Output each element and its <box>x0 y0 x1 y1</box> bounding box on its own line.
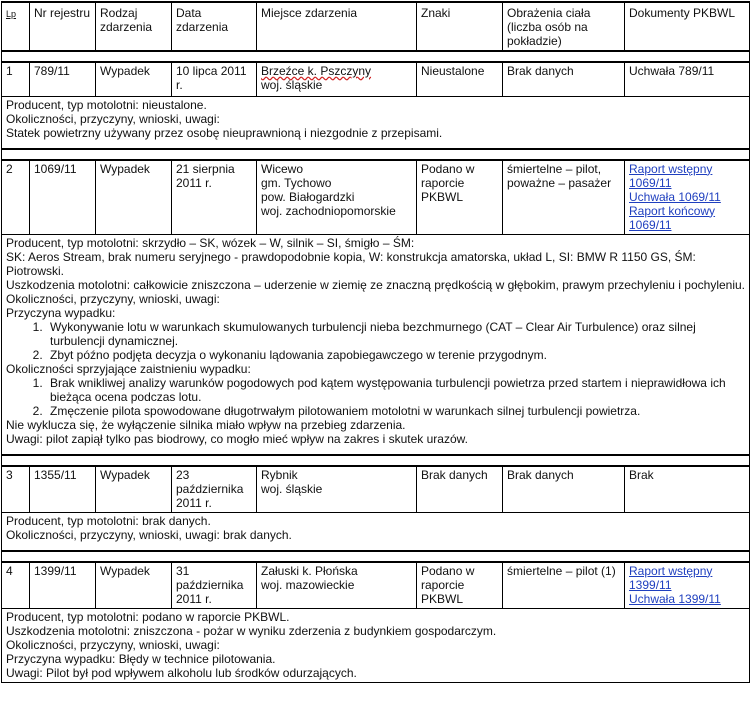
cell-rodzaj: Wypadek <box>96 62 172 96</box>
header-data-zdarzenia: Data zdarzenia <box>172 2 257 51</box>
details-cell <box>2 608 750 682</box>
row-separator <box>2 551 750 562</box>
cell-dokumenty <box>625 562 750 609</box>
detail-line: Okoliczności, przyczyny, wnioski, uwagi: <box>6 111 220 126</box>
detail-line: Przyczyna wypadku: Błędy w technice pilotowania. <box>6 651 276 666</box>
detail-line: Uszkodzenia motolotni: całkowicie zniszczona – uderzenie w ziemię ze znaczną prędkością w głębokim, prawym przechyleniu i pochyleniu. <box>6 277 746 292</box>
detail-line: Uwagi: Pilot był pod wpływem alkoholu lub środków odurzających. <box>6 665 357 680</box>
detail-line: SK: Aeros Stream, brak numeru seryjnego - prawdopodobnie kopia, W: konstrukcja amatorska, układ L, SI: BMW R 1150 GS, ŚM: Piotrowski. <box>6 249 696 278</box>
cell-dokumenty <box>625 466 750 513</box>
cell-data: 31 października 2011 r. <box>172 562 257 609</box>
cell-znaki: Brak danych <box>417 466 503 513</box>
cell-nr: 1069/11 <box>30 160 96 235</box>
list-item: 2. Zmęczenie pilota spowodowane długotrwałym pilotowaniem motolotni w warunkach silnej turbulencji powietrza. <box>46 404 745 418</box>
header-znaki: Znaki <box>417 2 503 51</box>
miejsce-line: Załuski k. Płońska <box>261 563 358 578</box>
miejsce-line: woj. zachodniopomorskie <box>261 203 396 218</box>
cell-data: 23 października 2011 r. <box>172 466 257 513</box>
cell-lp: 2 <box>2 160 30 235</box>
row-separator <box>2 455 750 466</box>
details-row <box>2 512 750 551</box>
row-separator <box>2 51 750 62</box>
detail-line: Statek powietrzny używany przez osobę nieuprawnioną i niezgodnie z przepisami. <box>6 125 443 140</box>
factor-list <box>6 376 745 418</box>
table-row <box>2 62 750 96</box>
header-rodzaj-zdarzenia: Rodzaj zdarzenia <box>96 2 172 51</box>
details-row <box>2 96 750 149</box>
cell-znaki: Podano w raporcie PKBWL <box>417 160 503 235</box>
raport-wstepny-link[interactable]: Raport wstępny 1069/11 <box>629 161 713 190</box>
miejsce-line: woj. śląskie <box>261 78 323 92</box>
cell-nr: 1355/11 <box>30 466 96 513</box>
document-label: Uchwała 789/11 <box>629 64 715 78</box>
cell-rodzaj: Wypadek <box>96 160 172 235</box>
uchwala-link[interactable]: Uchwała 1399/11 <box>629 591 721 606</box>
cell-miejsce <box>257 562 417 609</box>
detail-line: Okoliczności, przyczyny, wnioski, uwagi: brak danych. <box>6 527 292 542</box>
detail-line: Przyczyna wypadku: <box>6 305 116 320</box>
cell-obrazenia: Brak danych <box>503 62 625 96</box>
miejsce-line: pow. Białogardzki <box>261 189 355 204</box>
cell-lp: 4 <box>2 562 30 609</box>
cell-dokumenty <box>625 62 750 96</box>
header-dokumenty: Dokumenty PKBWL <box>625 2 750 51</box>
cell-miejsce <box>257 466 417 513</box>
details-cell <box>2 512 750 551</box>
cell-nr: 789/11 <box>30 62 96 96</box>
miejsce-line: woj. śląskie <box>261 481 323 496</box>
detail-line: Okoliczności, przyczyny, wnioski, uwagi: <box>6 291 220 306</box>
header-nr-rejestru: Nr rejestru <box>30 2 96 51</box>
table-row <box>2 160 750 235</box>
header-miejsce-zdarzenia: Miejsce zdarzenia <box>257 2 417 51</box>
detail-line: Okoliczności, przyczyny, wnioski, uwagi: <box>6 637 220 652</box>
list-item: 2. Zbyt późno podjęta decyzja o wykonaniu lądowania zapobiegawczego w terenie przygodnym. <box>46 348 745 362</box>
cell-znaki: Nieustalone <box>417 62 503 96</box>
table-row <box>2 466 750 513</box>
row-separator <box>2 149 750 160</box>
document-label: Brak <box>629 467 654 482</box>
cell-lp: 1 <box>2 62 30 96</box>
cell-nr: 1399/11 <box>30 562 96 609</box>
raport-wstepny-link[interactable]: Raport wstępny 1399/11 <box>629 563 713 592</box>
detail-line: Okoliczności sprzyjające zaistnieniu wypadku: <box>6 361 251 376</box>
cell-obrazenia: Brak danych <box>503 466 625 513</box>
cell-rodzaj: Wypadek <box>96 466 172 513</box>
miejsce-line: woj. mazowieckie <box>261 577 355 592</box>
cell-data: 21 sierpnia 2011 r. <box>172 160 257 235</box>
cell-data: 10 lipca 2011 r. <box>172 62 257 96</box>
miejsce-line: gm. Tychowo <box>261 175 332 190</box>
table-row <box>2 562 750 609</box>
miejsce-line: Wicewo <box>261 161 304 176</box>
details-cell <box>2 96 750 149</box>
miejsce-line: Brzeźce k. Pszczyny <box>261 64 372 78</box>
uchwala-link[interactable]: Uchwała 1069/11 <box>629 189 721 204</box>
header-obrazenia: Obrażenia ciała (liczba osób na pokładzie) <box>503 2 625 51</box>
accident-register-table <box>1 1 750 683</box>
cell-lp: 3 <box>2 466 30 513</box>
cell-miejsce <box>257 62 417 96</box>
cell-dokumenty <box>625 160 750 235</box>
cell-znaki: Podano w raporcie PKBWL <box>417 562 503 609</box>
cell-miejsce <box>257 160 417 235</box>
details-row <box>2 608 750 682</box>
header-row <box>2 2 750 51</box>
details-row <box>2 234 750 455</box>
cell-obrazenia: śmiertelne – pilot (1) <box>503 562 625 609</box>
cell-rodzaj: Wypadek <box>96 562 172 609</box>
detail-line: Uwagi: pilot zapiął tylko pas biodrowy, co mogło mieć wpływ na zakres i skutek urazów. <box>6 431 468 446</box>
miejsce-line: Rybnik <box>261 467 298 482</box>
detail-line: Nie wyklucza się, że wyłączenie silnika miało wpływ na przebieg zdarzenia. <box>6 417 406 432</box>
cell-obrazenia: śmiertelne – pilot, poważne – pasażer <box>503 160 625 235</box>
list-item: 1. Brak wnikliwej analizy warunków pogodowych pod kątem występowania turbulencji powietrza przed startem i nieprawidłowa ich bieżąca ocena podczas lotu. <box>46 376 745 404</box>
cause-list <box>6 320 745 362</box>
detail-line: Producent, typ motolotni: nieustalone. <box>6 97 207 112</box>
details-cell <box>2 234 750 455</box>
detail-line: Producent, typ motolotni: brak danych. <box>6 513 211 528</box>
detail-line: Producent, typ motolotni: skrzydło – SK, wózek – W, silnik – SI, śmigło – ŚM: <box>6 235 415 250</box>
header-lp: Lp <box>2 2 30 51</box>
detail-line: Producent, typ motolotni: podano w raporcie PKBWL. <box>6 609 290 624</box>
raport-koncowy-link[interactable]: Raport końcowy 1069/11 <box>629 203 716 232</box>
list-item: 1. Wykonywanie lotu w warunkach skumulowanych turbulencji nieba bezchmurnego (CAT – Clear Air Turbulence) oraz silnej turbulencji dynamicznej. <box>46 320 745 348</box>
detail-line: Uszkodzenia motolotni: zniszczona - pożar w wyniku zderzenia z budynkiem gospodarczym. <box>6 623 497 638</box>
